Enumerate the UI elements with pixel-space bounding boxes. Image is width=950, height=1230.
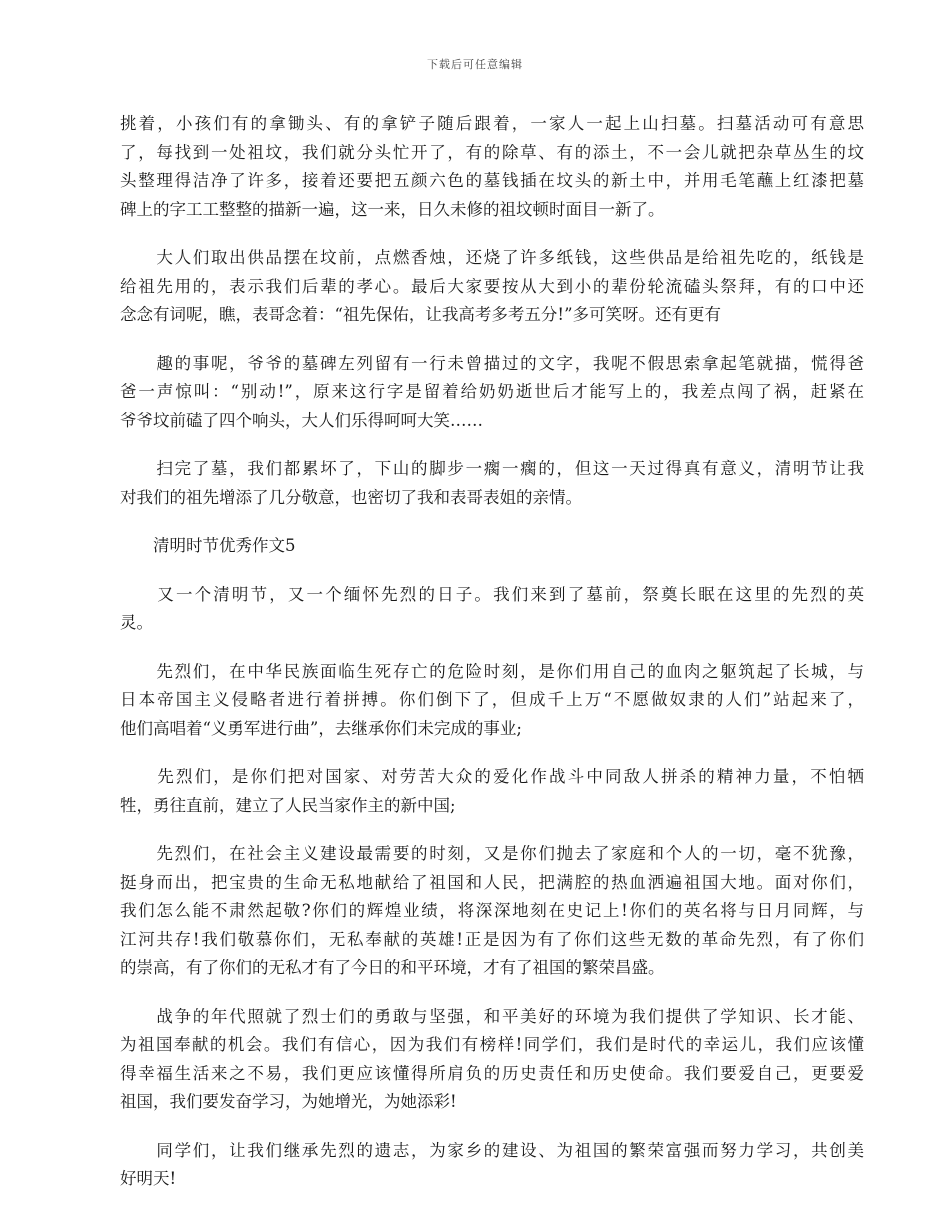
text-line: 江河共存!我们敬慕你们，无私奉献的英雄!正是因为有了你们这些无数的革命先烈，有了你们 <box>120 929 864 949</box>
text-line: 先烈们，在社会主义建设最需要的时刻，又是你们抛去了家庭和个人的一切，毫不犹豫， <box>120 844 864 863</box>
text-line: 为祖国奉献的机会。我们有信心，因为我们有榜样!同学们，我们是时代的幸运儿，我们应该懂 <box>120 1035 864 1054</box>
text-line: 先烈们，在中华民族面临生死存亡的危险时刻，是你们用自己的血肉之躯筑起了长城，与 <box>120 661 864 681</box>
paragraph <box>120 658 864 744</box>
text-line: 先烈们，是你们把对国家、对劳苦大众的爱化作战斗中同敌人拼杀的精神力量，不怕牺 <box>120 767 864 786</box>
paragraph <box>120 581 864 638</box>
text-line: 他们高唱着“义勇军进行曲”，去继承你们未完成的事业; <box>120 718 522 738</box>
text-line: 挑着，小孩们有的拿锄头、有的拿铲子随后跟着，一家人一起上山扫墓。扫墓活动可有意思 <box>120 114 864 133</box>
paragraph <box>120 350 864 436</box>
text-line: 给祖先用的，表示我们后辈的孝心。最后大家要按从大到小的辈份轮流磕头祭拜，有的口中还 <box>120 276 864 296</box>
text-line: 同学们，让我们继承先烈的遗志，为家乡的建设、为祖国的繁荣富强而努力学习，共创美 <box>120 1140 864 1160</box>
text-line: 扫完了墓，我们都累坏了，下山的脚步一瘸一瘸的，但这一天过得真有意义，清明节让我 <box>120 459 864 478</box>
text-line: 对我们的祖先增添了几分敬意，也密切了我和表哥表姐的亲情。 <box>120 487 582 507</box>
paragraph <box>120 532 864 561</box>
text-line: 清明时节优秀作文5 <box>120 536 296 555</box>
text-line: 挺身而出，把宝贵的生命无私地献给了祖国和人民，把满腔的热血洒遍祖国大地。面对你们， <box>120 872 864 892</box>
text-line: 好明天! <box>120 1169 177 1188</box>
paragraph <box>120 244 864 330</box>
text-line: 爷爷坟前磕了四个响头，大人们乐得呵呵大笑…… <box>120 410 483 430</box>
page-header: 下载后可任意编辑 <box>427 58 523 71</box>
document-body <box>120 110 864 1214</box>
text-line: 的崇高，有了你们的无私才有了今日的和平环境，才有了祖国的繁荣昌盛。 <box>120 958 665 977</box>
text-line: 我们怎么能不肃然起敬?你们的辉煌业绩，将深深地刻在史记上!你们的英名将与日月同辉，与 <box>120 901 864 920</box>
text-line: 爸一声惊叫：“别动!”，原来这行字是留着给奶奶逝世后才能写上的，我差点闯了祸，赶紧在 <box>120 382 864 401</box>
text-line: 战争的年代照就了烈士们的勇敢与坚强，和平美好的环境为我们提供了学知识、长才能、 <box>120 1006 864 1026</box>
paragraph <box>120 840 864 983</box>
text-line: 念念有词呢，瞧，表哥念着：“祖先保佑，让我高考多考五分!”多可笑呀。还有更有 <box>120 305 722 324</box>
text-line: 又一个清明节，又一个缅怀先烈的日子。我们来到了墓前，祭奠长眠在这里的先烈的英 <box>120 584 864 604</box>
text-line: 得幸福生活来之不易，我们更应该懂得所肩负的历史责任和历史使命。我们要爱自己，更要爱 <box>120 1063 864 1083</box>
paragraph <box>120 110 864 224</box>
text-line: 大人们取出供品摆在坟前，点燃香烛，还烧了许多纸钱，这些供品是给祖先吃的，纸钱是 <box>120 248 864 267</box>
text-line: 碑上的字工工整整的描新一遍，这一来，日久未修的祖坟顿时面目一新了。 <box>120 199 665 219</box>
paragraph <box>120 1137 864 1194</box>
text-line: 灵。 <box>120 613 153 632</box>
paragraph <box>120 455 864 512</box>
text-line: 日本帝国主义侵略者进行着拼搏。你们倒下了，但成千上万“不愿做奴隶的人们”站起来了， <box>120 690 864 709</box>
text-line: 头整理得洁净了许多，接着还要把五颜六色的墓钱插在坟头的新土中，并用毛笔蘸上红漆把墓 <box>120 171 864 190</box>
text-line: 祖国，我们要发奋学习，为她增光，为她添彩! <box>120 1092 457 1111</box>
text-line: 了，每找到一处祖坟，我们就分头忙开了，有的除草、有的添土，不一会儿就把杂草丛生的坟 <box>120 142 864 162</box>
paragraph <box>120 763 864 820</box>
text-line: 牲，勇往直前，建立了人民当家作主的新中国; <box>120 795 456 815</box>
text-line: 趣的事呢，爷爷的墓碑左列留有一行未曾描过的文字，我呢不假思索拿起笔就描，慌得爸 <box>120 353 864 373</box>
paragraph <box>120 1003 864 1117</box>
